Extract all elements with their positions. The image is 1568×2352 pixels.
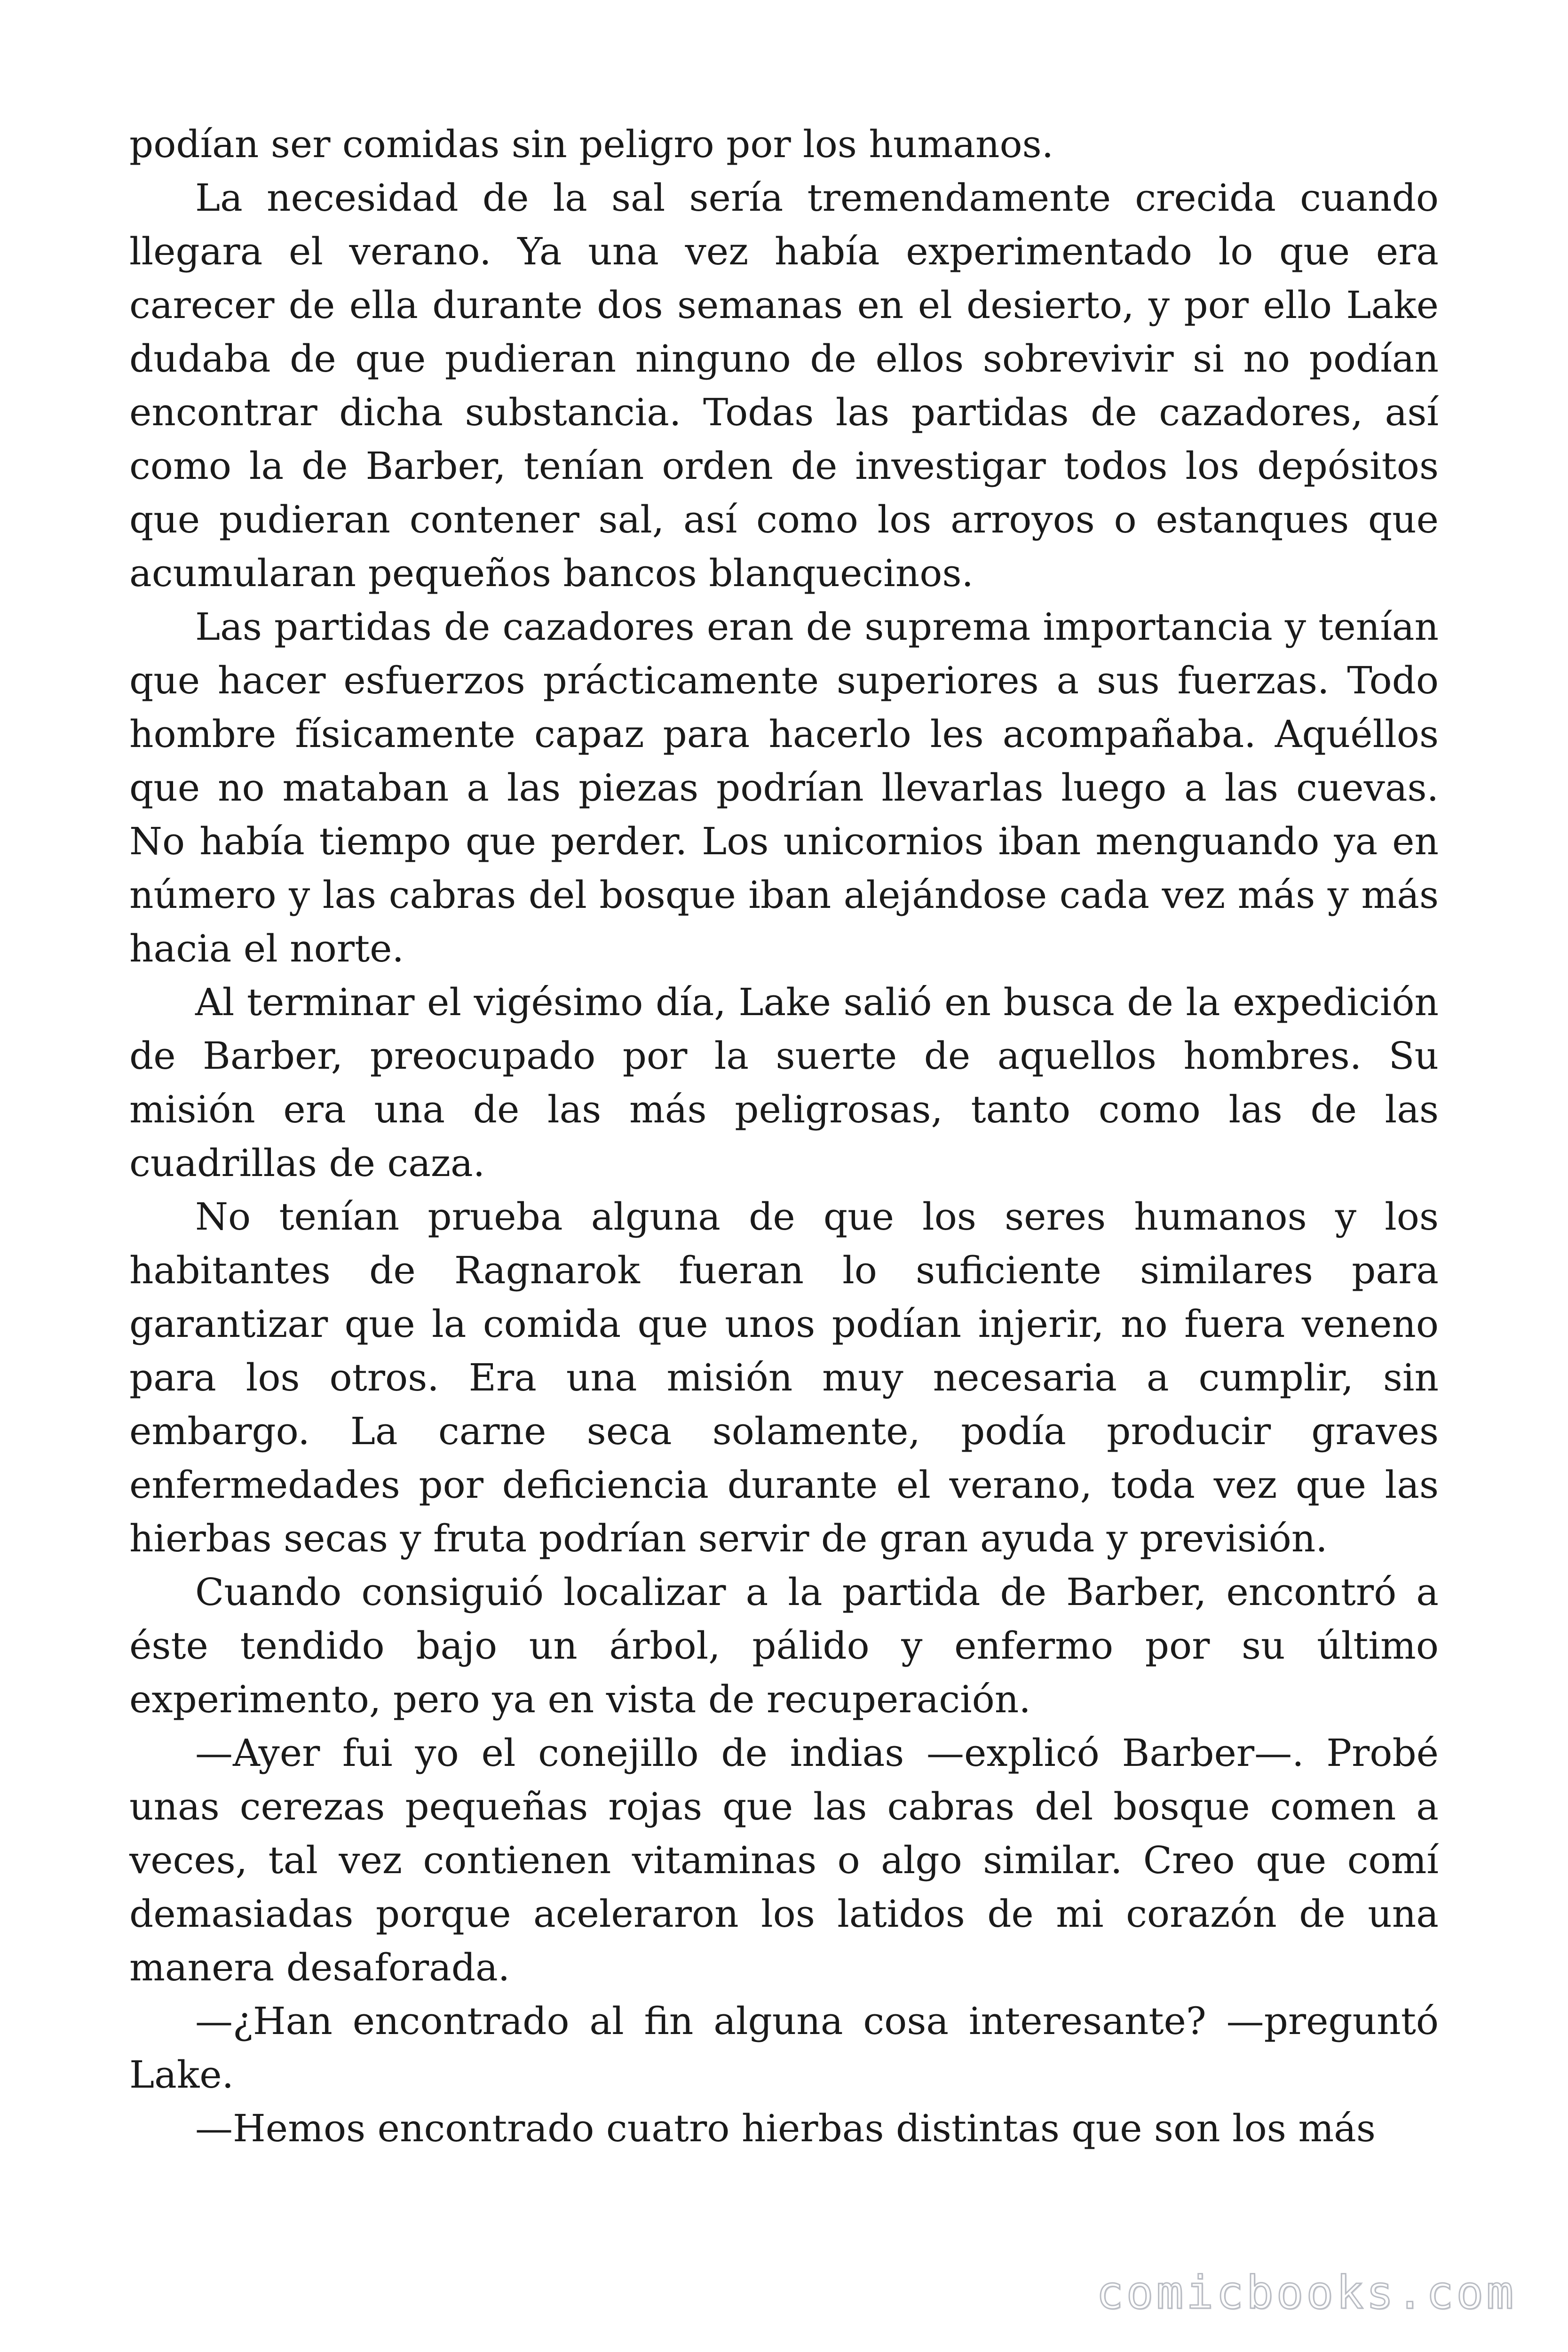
paragraph-barber-dialogue: —Ayer fui yo el conejillo de indias —explicó Barber—. Probé unas cerezas pequeñas rojas que las cabras del bosque comen a veces, tal vez contienen vitaminas o algo similar. Creo que comí demasiadas porque aceleraron los latidos de mi corazón de una manera desaforada.: [129, 1731, 1439, 1989]
paragraph-food-safety: No tenían prueba alguna de que los seres humanos y los habitantes de Ragnarok fueran lo suficiente similares para garantizar que la comida que unos podían injerir, no fuera veneno para los otros. Era una misión muy necesaria a cumplir, sin embargo. La carne seca solamente, podía producir graves enfermedades por deficiencia durante el verano, toda vez que las hierbas secas y fruta podrían servir de gran ayuda y previsión.: [129, 1195, 1439, 1560]
paragraph-barber-answer: —Hemos encontrado cuatro hierbas distintas que son los más: [195, 2106, 1376, 2150]
paragraph-continuation: podían ser comidas sin peligro por los humanos.: [129, 122, 1054, 166]
paragraph-lake-question: —¿Han encontrado al fin alguna cosa interesante? —preguntó Lake.: [129, 1999, 1439, 2097]
paragraph-salt: La necesidad de la sal sería tremendamente crecida cuando llegara el verano. Ya una vez había experimentado lo que era carecer de ella durante dos semanas en el desierto, y por ello Lake dudaba de que pudieran ninguno de ellos sobrevivir si no podían encontrar dicha substancia. Todas las partidas de cazadores, así como la de Barber, tenían orden de investigar todos los depósitos que pudieran contener sal, así como los arroyos o estanques que acumularan pequeños bancos blanquecinos.: [129, 176, 1439, 595]
site-watermark: comicbooks.com: [1096, 2266, 1516, 2319]
paragraph-twentieth-day: Al terminar el vigésimo día, Lake salió en busca de la expedición de Barber, preocupado por la suerte de aquellos hombres. Su misión era una de las más peligrosas, tanto como las de las cuadrillas de caza.: [129, 980, 1439, 1185]
paragraph-hunting-parties: Las partidas de cazadores eran de suprema importancia y tenían que hacer esfuerzos prácticamente superiores a sus fuerzas. Todo hombre físicamente capaz para hacerlo les acompañaba. Aquéllos que no mataban a las piezas podrían llevarlas luego a las cuevas. No había tiempo que perder. Los unicornios iban menguando ya en número y las cabras del bosque iban alejándose cada vez más y más hacia el norte.: [129, 605, 1439, 970]
book-page-text: [129, 118, 1439, 2155]
paragraph-barber-found: Cuando consiguió localizar a la partida de Barber, encontró a éste tendido bajo un árbol, pálido y enfermo por su último experimento, pero ya en vista de recuperación.: [129, 1570, 1439, 1721]
